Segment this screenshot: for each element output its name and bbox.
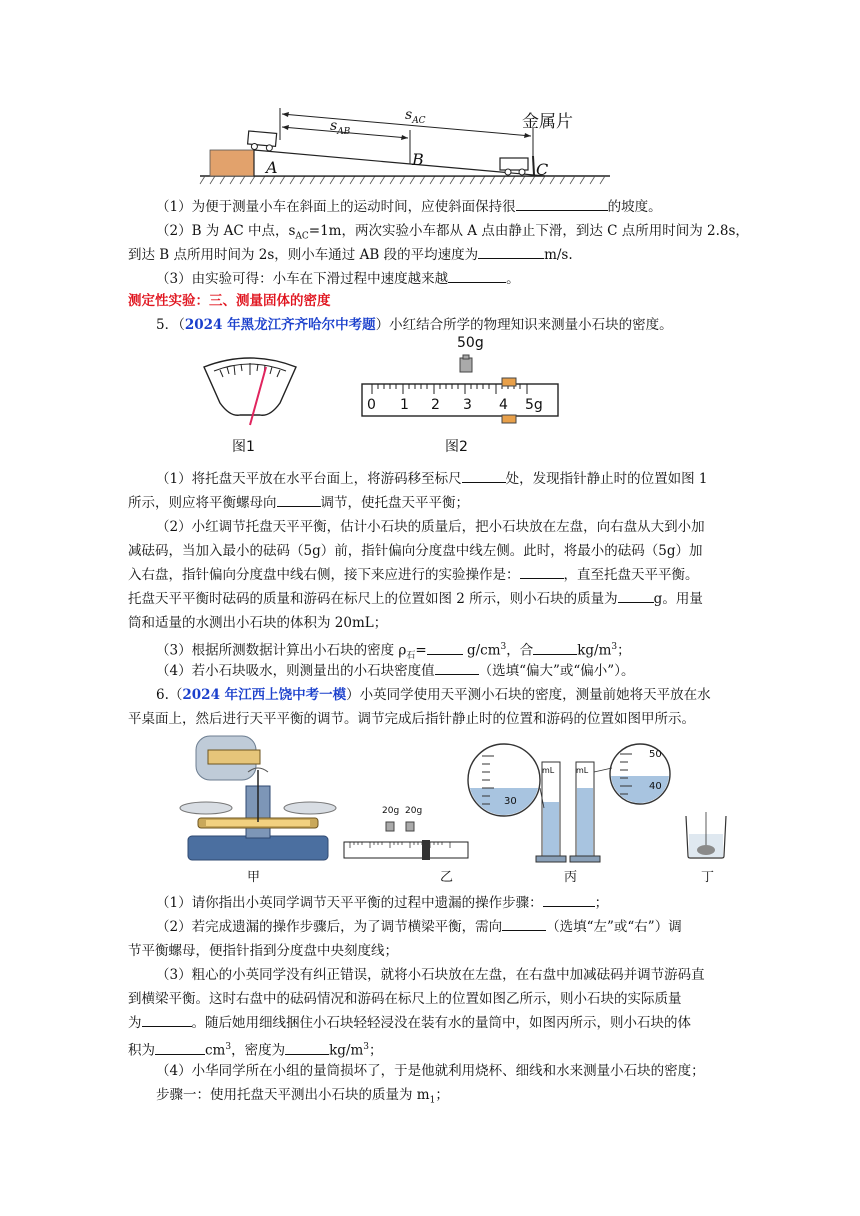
weight-20g-b-label: 20g — [405, 806, 423, 816]
q6-intro-line1: 6.（2024 年江西上饶中考一模）小英同学使用天平测小石块的密度，测量前她将天平放在水 — [156, 687, 711, 703]
point-c-label: C — [536, 160, 549, 179]
q5-part2-line5: 筒和适量的水测出小石块的体积为 20mL； — [128, 615, 388, 631]
scale-tick-2: 2 — [431, 397, 440, 413]
fig-ding-label: 丁 — [701, 870, 715, 885]
pointer-dial-figure — [200, 355, 300, 427]
rider-bottom — [502, 415, 516, 423]
zoom1-value-label: 30 — [504, 796, 517, 807]
metal-plate — [533, 156, 534, 175]
q4-part2-line2: 到达 B 点所用时间为 2s，则小车通过 AB 段的平均速度为 m/s. — [128, 242, 768, 268]
q6-part3-line2: 到横梁平衡。这时右盘中的砝码情况和游码在标尺上的位置如图乙所示，则小石块的实际质量 — [128, 991, 682, 1007]
scale-tick-1: 1 — [400, 397, 409, 413]
fig2-label: 图2 — [445, 439, 468, 455]
balance-figure-jia — [178, 726, 338, 866]
support-block — [210, 150, 254, 176]
q6-part3-line4: 积为 $cm^3$，密度为 $kg/m^3$； — [128, 1034, 768, 1064]
q6-intro-line2: 平桌面上，然后进行天平平衡的调节。调节完成后指针静止时的位置和游码的位置如图甲所示。 — [128, 711, 695, 727]
sac-label: $s_{AC}$ — [405, 107, 426, 126]
zoom2-top-label: 50 — [649, 749, 662, 760]
q5-part1-line1: （1）将托盘天平放在水平台面上，将游码移至标尺 处，发现指针静止时的位置如图 1 — [128, 466, 768, 492]
scale-tick-4: 4 — [499, 397, 508, 413]
stone-icon — [697, 845, 715, 855]
zoom2-bottom-label: 40 — [649, 781, 662, 792]
beaker-figure-ding — [682, 812, 730, 860]
sab-label: $s_{AB}$ — [330, 118, 351, 137]
point-a-label: A — [266, 158, 278, 177]
q6-part3-line1: （3）粗心的小英同学没有纠正错误，就将小石块放在左盘，在右盘中加减砝码并调节游码直 — [156, 967, 705, 983]
balance-scale-figure — [360, 358, 560, 430]
q5-intro: 5．（2024 年黑龙江齐齐哈尔中考题）小红结合所学的物理知识来测量小石块的密度。 — [156, 317, 673, 333]
scale-tick-0: 0 — [367, 397, 376, 413]
point-b-label: B — [412, 150, 424, 169]
weight-50g-label: 50g — [457, 335, 484, 351]
fig-jia-label: 甲 — [247, 870, 261, 885]
fig1-label: 图1 — [232, 439, 255, 455]
cylinder-figure-bing — [464, 742, 674, 864]
rider-top — [502, 378, 516, 386]
weight-20g-a-label: 20g — [382, 806, 400, 816]
q4-part1: （1）为便于测量小车在斜面上的运动时间，应使斜面保持很 的坡度。 — [128, 194, 768, 220]
q5-part3: （3）根据所测数据计算出小石块的密度 $\rho_石= g/cm^3$，合 $kg/m^3$； — [128, 634, 768, 669]
q4-part2-line1: （2）B 为 AC 中点，$s_{AC}=1m$，两次实验小车都从 A 点由静止下滑，到达 C 点所用时间为 2.8s， — [156, 223, 749, 242]
scale-tick-5g: 5g — [525, 397, 543, 413]
scale-tick-3: 3 — [463, 397, 472, 413]
q6-part4: （4）小华同学所在小组的量筒损坏了，于是他就利用烧杯、细线和水来测量小石块的密度； — [156, 1063, 705, 1079]
q6-part2-line1: （2）若完成遗漏的操作步骤后，为了调节横梁平衡，需向 （选填“左”或“右”）调 — [128, 914, 768, 940]
fig-yi-label: 乙 — [440, 870, 454, 885]
q6-part1: （1）请你指出小英同学调节天平平衡的过程中遗漏的操作步骤： ； — [128, 890, 768, 916]
q6-part3-line3: 为 。随后她用细线捆住小石块轻轻浸没在装有水的量筒中，如图丙所示，则小石块的体 — [128, 1010, 768, 1036]
q5-part1-line2: 所示，则应将平衡螺母向 调节，使托盘天平平衡； — [128, 490, 768, 516]
section-title: 测定性实验：三、测量固体的密度 — [128, 293, 331, 309]
q6-step1: 步骤一：使用托盘天平测出小石块的质量为 $m_1$； — [156, 1087, 449, 1106]
weight-50g-icon — [460, 358, 472, 372]
fig-bing-label: 丙 — [564, 870, 578, 885]
ruler-figure-yi — [342, 820, 472, 862]
cart-at-a — [247, 131, 276, 151]
q5-part2-line1: （2）小红调节托盘天平平衡，估计小石块的质量后，把小石块放在左盘，向右盘从大到小加 — [156, 519, 705, 535]
q4-part3: （3）由实验可得：小车在下滑过程中速度越来越 。 — [128, 266, 768, 292]
q5-part2-line2: 减砝码，当加入最小的砝码（5g）前，指针偏向分度盘中线左侧。此时，将最小的砝码（5g）加 — [128, 543, 703, 559]
q5-part2-line4: 托盘天平平衡时砝码的质量和游码在标尺上的位置如图 2 所示，则小石块的质量为 g。用量 — [128, 586, 768, 612]
cyl2-unit-label: mL — [576, 766, 589, 775]
cyl1-unit-label: mL — [542, 766, 555, 775]
q5-part2-line3: 入右盘，指针偏向分度盘中线右侧，接下来应进行的实验操作是： ，直至托盘天平平衡。 — [128, 562, 768, 588]
q5-part4: （4）若小石块吸水，则测量出的小石块密度值 （选填“偏大”或“偏小”）。 — [128, 658, 768, 684]
metal-plate-label: 金属片 — [522, 112, 573, 132]
q6-part2-line2: 节平衡螺母，便指针指到分度盘中央刻度线； — [128, 943, 398, 959]
